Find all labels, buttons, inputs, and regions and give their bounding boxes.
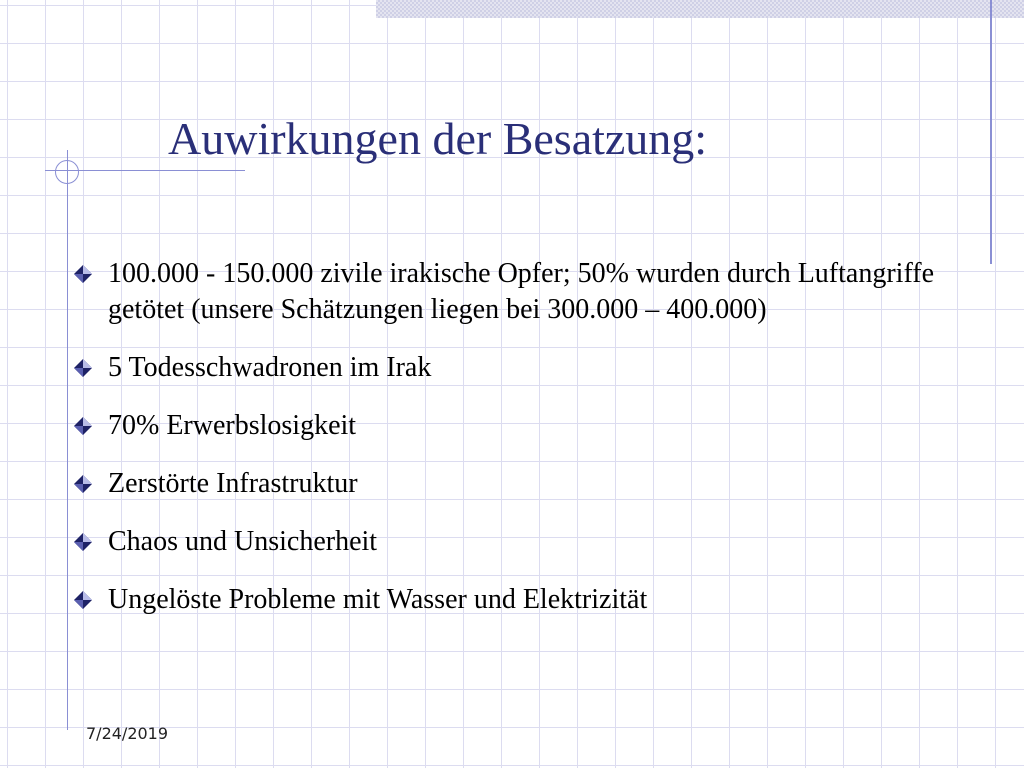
bullet-item (72, 350, 972, 386)
bullet-text: Ungelöste Probleme mit Wasser und Elektrizität (108, 584, 648, 615)
bullet-item (72, 524, 972, 560)
diamond-bullet-icon (74, 359, 92, 377)
diamond-bullet-icon (74, 591, 92, 609)
bullet-item (72, 408, 972, 444)
bullet-item (72, 582, 972, 618)
slide-title: Auwirkungen der Besatzung: (168, 113, 708, 164)
bullet-text: 5 Todesschwadronen im Irak (108, 352, 432, 383)
bullet-item (72, 466, 972, 502)
diamond-bullet-icon (74, 475, 92, 493)
bullet-text: Zerstörte Infrastruktur (108, 468, 358, 499)
bullet-text: 100.000 - 150.000 zivile irakische Opfer; 50% wurden durch Luftangriffe getötet (unsere Schätzungen liegen bei 300.000 – 400.000) (108, 258, 935, 325)
right-vertical-rule (990, 0, 992, 264)
checker-band (376, 0, 1024, 18)
bullet-list (72, 256, 972, 640)
diamond-bullet-icon (74, 417, 92, 435)
corner-ring-ornament (55, 160, 79, 184)
bullet-text: Chaos und Unsicherheit (108, 526, 378, 557)
left-vertical-rule (67, 150, 68, 730)
diamond-bullet-icon (74, 533, 92, 551)
bullet-text: 70% Erwerbslosigkeit (108, 410, 357, 441)
slide-date: 7/24/2019 (86, 724, 169, 743)
diamond-bullet-icon (74, 265, 92, 283)
bullet-item (72, 256, 972, 328)
